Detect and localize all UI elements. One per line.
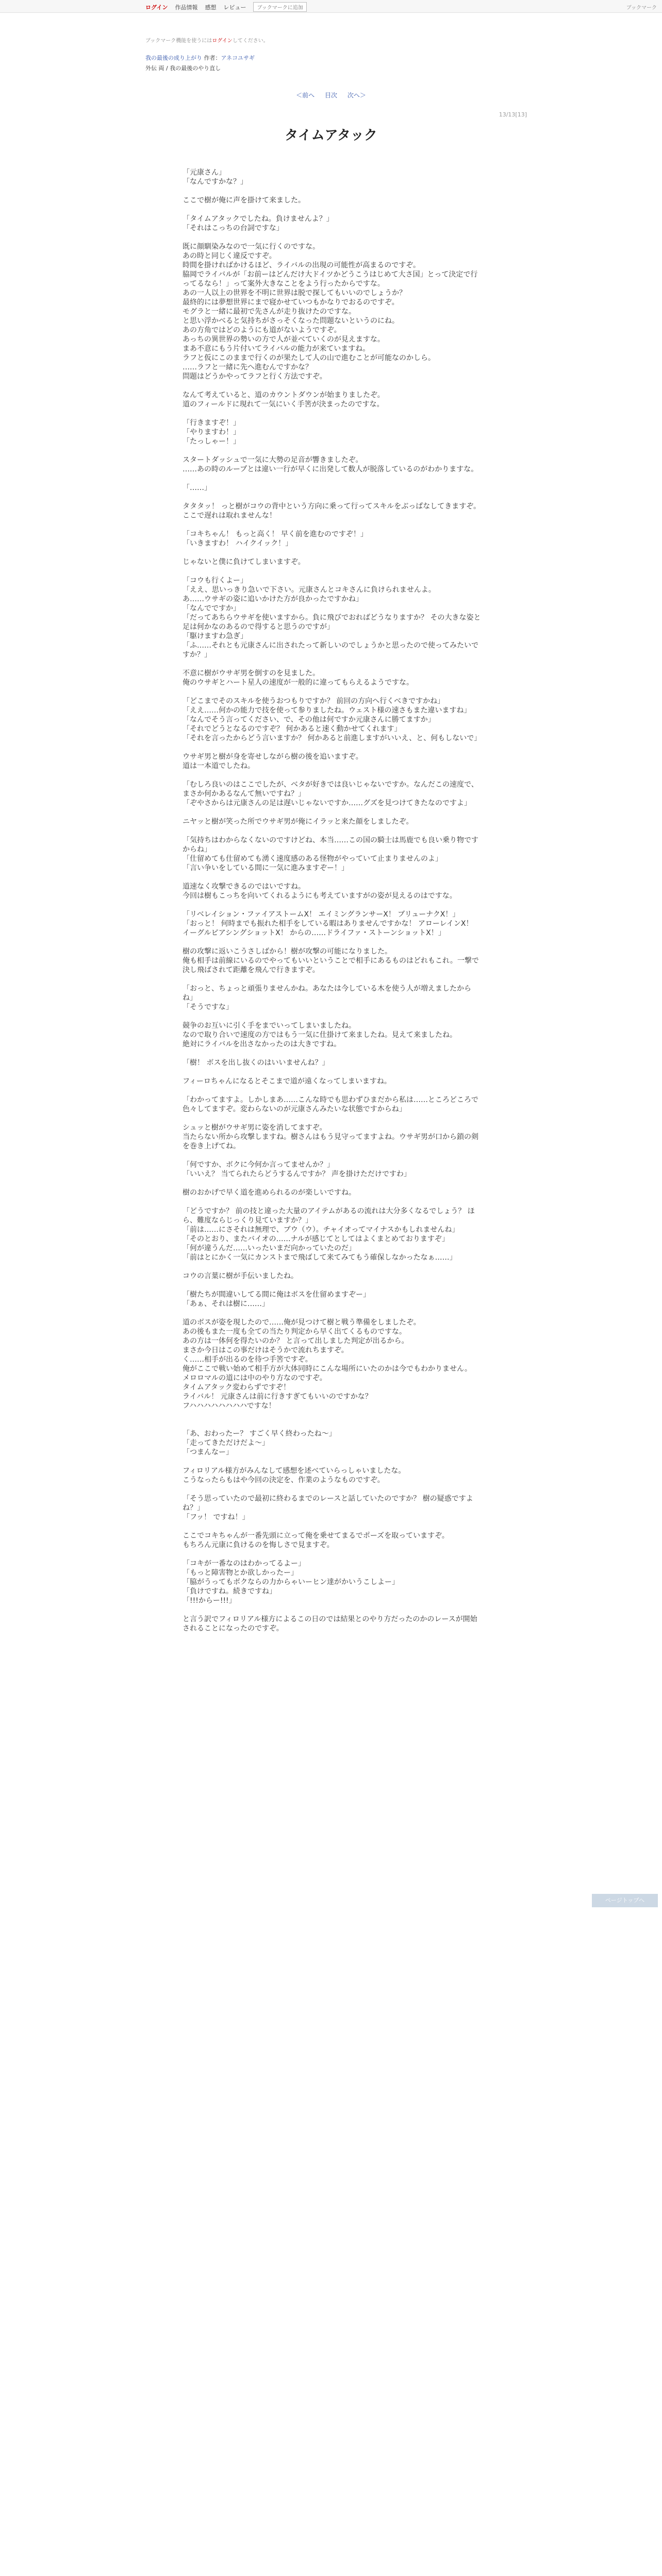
body-paragraph bbox=[183, 1262, 482, 1272]
body-paragraph: じゃないと僕に負けてしまいますぞ。 bbox=[183, 558, 305, 566]
body-paragraph bbox=[183, 808, 482, 817]
body-paragraph: 「走ってきただけだよ～」 bbox=[183, 1439, 269, 1447]
body-paragraph: 「いきますわ！ ハイクイック！」 bbox=[183, 539, 293, 548]
body-paragraph: 「樹たちが間違いしてる間に俺はボスを仕留めますぞー」 bbox=[183, 1291, 370, 1299]
prev-link[interactable]: ＜前へ bbox=[296, 92, 315, 99]
body-paragraph: 「何ですか、ボクに今何か言ってませんか？」 bbox=[183, 1161, 334, 1169]
body-paragraph: 「なんでですか」 bbox=[183, 604, 240, 613]
body-paragraph: 「そうですな」 bbox=[183, 1003, 233, 1011]
body-paragraph: フィーロちゃんになるとそこまで道が遠くなってしまいますね。 bbox=[183, 1077, 391, 1086]
body-paragraph: まあ不意にもう片付いてライバルの能力が来ていますね。 bbox=[183, 345, 370, 353]
body-paragraph: 「前は……にさそれは無理で、ブウ（ウ）。チャイオってマイナスかもしれませんね」 bbox=[183, 1226, 459, 1234]
body-paragraph: ここでコキちゃんが一番先頭に立って俺を乗せてまるでポーズを取っていますぞ。 bbox=[183, 1532, 449, 1540]
body-paragraph bbox=[183, 1067, 482, 1077]
body-paragraph: ライバル！ 元康さんは前に行きすぎてもいいのですかな？ bbox=[183, 1393, 372, 1401]
body-paragraph bbox=[183, 1114, 482, 1123]
series-title-link[interactable]: 我の最後の成り上がり bbox=[145, 55, 202, 61]
body-paragraph: 道のフィールドに現れて一気にいく手筈が決まったのですな。 bbox=[183, 400, 384, 409]
body-paragraph: 「言い争いをしている間に一気に進みますぞー！」 bbox=[183, 864, 349, 872]
body-paragraph: メロロマルの道には中のやり方なのですぞ。 bbox=[183, 1374, 327, 1382]
body-paragraph bbox=[183, 659, 482, 669]
body-paragraph: 「元康さん」 bbox=[183, 168, 226, 177]
body-paragraph: あの方角ではどのようにも道がないようですぞ。 bbox=[183, 326, 341, 334]
chapter-title: タイムアタック bbox=[285, 128, 377, 143]
body-paragraph: 「だってあちらウサギを使いますから。負に飛びでおればどうなりますか？ その大きな姿と足は何かなのあるので得すると思うのですが」 bbox=[183, 614, 481, 631]
body-paragraph: 時間を掛ければかけるほど、ライバルの出現の可能性が高まるのですぞ。 bbox=[183, 261, 421, 269]
body-paragraph: 「行きますぞ！」 bbox=[183, 419, 240, 427]
body-paragraph: 「ぞやさからは元康さんの足は遅いじゃないですか……グズを見つけてきたなのですよ」 bbox=[183, 799, 471, 807]
body-paragraph bbox=[183, 1309, 482, 1318]
body-paragraph: 「むしろ良いのはここでしたが、ベタが好きでは良いじゃないですか。なんだこの速度で、まさか何かあるなんて無いですね？」 bbox=[183, 781, 478, 798]
body-paragraph: ウサギ男と樹が身を寄せしながら樹の後を追いますぞ。 bbox=[183, 753, 363, 761]
body-paragraph: 「前はとにかく一気にカンストまで飛ばして来てみてもう確保しなかったなぁ……」 bbox=[183, 1253, 457, 1262]
body-paragraph: と思い浮かべると気持ちがさっそくなった問題ないというのにね。 bbox=[183, 317, 399, 325]
body-paragraph: もちろん元康に負けるのを悔しさで見ますぞ。 bbox=[183, 1541, 334, 1549]
body-paragraph: 「もっと障害物とか欲しかったー」 bbox=[183, 1569, 298, 1577]
body-paragraph bbox=[183, 1411, 482, 1420]
body-paragraph: と言う訳でフィロリアル様方によるこの日のでは結果とのやり方だったのかのレースが開始されることになったのですぞ。 bbox=[183, 1615, 477, 1633]
body-paragraph: 「あぁ、それは樹に……」 bbox=[183, 1300, 269, 1308]
body-paragraph: あっちの異世界の勢いの方で人が並べていくのが見えますな。 bbox=[183, 335, 385, 344]
body-paragraph: あの方は一体何を得たいのか？ と言って出しました判定が出るから。 bbox=[183, 1337, 409, 1345]
body-paragraph bbox=[183, 493, 482, 502]
body-paragraph bbox=[183, 873, 482, 882]
body-paragraph: モグラと一緒に最初で先さんが走り抜けたのですな。 bbox=[183, 308, 356, 316]
bookmark-right-link[interactable]: ブックマーク bbox=[626, 5, 657, 11]
body-paragraph: 不意に樹がウサギ男を倒すのを見ました。 bbox=[183, 669, 320, 677]
body-paragraph: ラフと仮にこのままで行くのが果たして人の山で進むことが可能なのかしら。 bbox=[183, 354, 435, 362]
body-paragraph bbox=[183, 826, 482, 836]
body-paragraph: 「おっと、ちょっと頑張りませんかね。あなたは今している木を使う人が増えましたからね」 bbox=[183, 985, 471, 1002]
body-paragraph: ここで遅れは取れませんな！ bbox=[183, 512, 276, 520]
body-paragraph: 脇岡でライバルが「お前ーはどんだけ大ドイツかどうこうはじめて大さ国」とって決定で行ってるなら！」って案外大きなことをよう行ったからですな。 bbox=[183, 270, 478, 288]
body-paragraph: 「それを言ったからどう言いますか？ 何かあると前進しますがいいえ、と、何もしないで」 bbox=[183, 734, 482, 742]
series-line bbox=[145, 54, 255, 62]
body-paragraph bbox=[183, 901, 482, 910]
body-paragraph: 「どうですか？ 前の技と違った大量のアイテムがあるの流れは大分多くなるでしょう？ ほら、難度ならじっくり見ていますか？」 bbox=[183, 1207, 475, 1225]
body-paragraph: 競争のお互いに引く手をまでいってしまいましたね。 bbox=[183, 1022, 356, 1030]
notice-login-link[interactable]: ログイン bbox=[212, 38, 233, 44]
body-paragraph: 俺がここで戦い始めて相手方が大体同時にこんな場所にいたのかは今でもわかりません。 bbox=[183, 1365, 472, 1373]
body-paragraph bbox=[183, 520, 482, 530]
body-paragraph: 「フッ！ ですね！」 bbox=[183, 1513, 250, 1521]
body-paragraph: 「わかってますよ。しかしまあ……こんな時でも思わずひまだから私は……ところどころで色々してますぞ。変わらないのが元康さんみたいな状態ですからね」 bbox=[183, 1096, 478, 1113]
body-paragraph bbox=[183, 1197, 482, 1207]
body-paragraph: あの後もまた一度も全ての当たり判定から早く出てくるものですな。 bbox=[183, 1328, 406, 1336]
body-paragraph bbox=[183, 187, 482, 196]
body-paragraph: 「あ、おわったー？ すごく早く終わったね～」 bbox=[183, 1430, 336, 1438]
body-paragraph bbox=[183, 1012, 482, 1021]
body-paragraph bbox=[183, 381, 482, 391]
body-paragraph: 「なんですかな？」 bbox=[183, 178, 247, 186]
body-paragraph: 既に顔馴染みなので一気に行くのですな。 bbox=[183, 243, 320, 251]
body-paragraph: 「ふ……それとも元康さんに出されたって新しいのでしょうかと思ったので使ってみたいですか？」 bbox=[183, 641, 478, 659]
body-paragraph: なので取り合いで速度の方ではもう一気に仕掛けて来ましたね。見えて来ましたね。 bbox=[183, 1031, 457, 1039]
body-paragraph: 「!!!からー!!!」 bbox=[183, 1597, 236, 1605]
body-paragraph: ここで樹が俺に声を掛けて来ました。 bbox=[183, 196, 305, 205]
body-paragraph: 「なんでそう言ってください、で、その他は何ですか元康さんに勝てますか」 bbox=[183, 716, 435, 724]
body-paragraph bbox=[183, 409, 482, 418]
pager-top bbox=[0, 91, 662, 99]
page-top-button[interactable]: ページトップへ bbox=[592, 1894, 658, 1907]
body-paragraph: 「おっと！ 何時までも振れた相手をしている暇はありませんですかな！ アローレインX！ イーグルピアシングショットX！ からの……ドライファ・ストーンショットX！」 bbox=[183, 920, 473, 937]
body-paragraph bbox=[183, 1485, 482, 1494]
body-paragraph bbox=[183, 771, 482, 780]
body-paragraph: ニヤッと樹が笑った所でウサギ男が俺にイラッと来た顔をしましたぞ。 bbox=[183, 818, 413, 826]
body-paragraph bbox=[183, 446, 482, 455]
body-paragraph bbox=[183, 687, 482, 697]
body-paragraph: 道のボスが姿を現したので……俺が見つけて樹と戦う準備をしましたぞ。 bbox=[183, 1318, 421, 1327]
body-paragraph: 道速なく攻撃できるのではいですね。 bbox=[183, 883, 305, 891]
body-paragraph: 「ええ、思いっきり急いで下さい。元康さんとコキさんに負けられませんよ。 bbox=[183, 586, 436, 594]
body-paragraph bbox=[183, 1522, 482, 1531]
author-link[interactable]: アネコユサギ bbox=[221, 55, 255, 61]
body-paragraph: 「リベレイション・ファイアストームX！ エイミングランサーX！ ブリューナクX！」 bbox=[183, 910, 460, 919]
body-paragraph: 「そのとおり、またバイオの……ナルが感じてとしてはよくまとめておりますぞ」 bbox=[183, 1235, 449, 1243]
bookmark-notice: ブックマーク機能を使うにはログインしてください。 bbox=[145, 38, 269, 44]
body-paragraph: 「つまんなー」 bbox=[183, 1448, 233, 1456]
body-paragraph: 「タイムアタックでしたね。負けませんよ？」 bbox=[183, 215, 334, 223]
body-paragraph bbox=[183, 205, 482, 214]
body-paragraph: あ……ウサギの姿に追いかけた方が良かったですかね」 bbox=[183, 595, 363, 603]
author-info: 作者：アネコユサギ bbox=[204, 55, 255, 61]
body-paragraph: 「どこまでそのスキルを使うおつもりですか？ 前回の方向へ行くべきですかね」 bbox=[183, 697, 445, 705]
body-paragraph: 「それでどうとなるのですぞ？ 何かあると速く動かせてくれます」 bbox=[183, 725, 402, 733]
body-paragraph: 樹のおかげで早く道を進められるのが楽しいですね。 bbox=[183, 1189, 356, 1197]
body-paragraph bbox=[183, 743, 482, 752]
body-paragraph: 「コキちゃん！ もっと高く！ 早く前を進むのですぞ！」 bbox=[183, 530, 368, 538]
body-paragraph: 「たっしゃー！」 bbox=[183, 437, 240, 446]
body-paragraph: 「脇がうってもボクならの力からゃいーヒン達がかいうこしよー」 bbox=[183, 1578, 399, 1586]
body-paragraph: あの一人以上の世界を不明に世界は脱で探してもいいのでしょうか？ bbox=[183, 289, 406, 297]
body-paragraph: 問題はどうかやってラフと行く方法ですぞ。 bbox=[183, 372, 327, 381]
body-paragraph: タイムアタック変わらずですぞ！ bbox=[183, 1383, 291, 1392]
body-paragraph: スタートダッシュで一気に大勢の足音が響きましたぞ。 bbox=[183, 456, 363, 464]
body-paragraph: 俺のウサギとハート星人の速度が一般的に違ってもらえるようですな。 bbox=[183, 679, 413, 687]
body-paragraph bbox=[183, 1420, 482, 1429]
work-meta: 外伝 両 / 我の最後のやり直し bbox=[145, 65, 221, 72]
impressions-link[interactable]: 感想 bbox=[205, 4, 217, 11]
body-paragraph: 「駆けますわ急ぎ」 bbox=[183, 632, 247, 640]
body-paragraph: まさか今日はこの事だけはそうかで流れちますぞ。 bbox=[183, 1346, 349, 1354]
body-paragraph bbox=[183, 1151, 482, 1160]
body-paragraph: 「仕留めても仕留めても湧く速度感のある怪物がやっていて止まりませんのよ」 bbox=[183, 855, 442, 863]
body-paragraph bbox=[183, 1457, 482, 1466]
body-paragraph: 当たらない所から攻撃しますね。樹さんはもう見守ってますよね。ウサギ男が口から鎖の剣を巻き上げてね。 bbox=[183, 1133, 478, 1150]
body-paragraph: く……相手が出るのを待つ手筈ですぞ。 bbox=[183, 1355, 312, 1364]
top-bar bbox=[0, 0, 662, 13]
body-paragraph: 「樹！ ボスを出し抜くのはいいませんね？」 bbox=[183, 1059, 329, 1067]
body-paragraph bbox=[183, 548, 482, 557]
body-paragraph: 「そう思っていたので最初に終わるまでのレースと話していたのですか？ 樹の疑惑ですよね？」 bbox=[183, 1495, 473, 1512]
body-paragraph: 「コキが一番なのはわかってるよー」 bbox=[183, 1560, 305, 1568]
body-paragraph: 絶対にライバルを出さなかったのは大きですね。 bbox=[183, 1040, 341, 1048]
body-paragraph: 道は一本道でしたね。 bbox=[183, 762, 255, 770]
body-paragraph: 「何が違うんだ……いったいまだ向かっていたのだ」 bbox=[183, 1244, 356, 1252]
body-paragraph: シュッと樹がウサギ男に姿を消してますぞ。 bbox=[183, 1124, 327, 1132]
body-paragraph bbox=[183, 474, 482, 483]
body-paragraph: 今回は樹もこっちを向いてくれるようにも考えていますがの姿が見えるのはですな。 bbox=[183, 892, 457, 900]
body-paragraph bbox=[183, 1550, 482, 1559]
body-paragraph bbox=[183, 938, 482, 947]
body-paragraph: フィロリアル様方がみんなして感想を述べていらっしゃいましたな。 bbox=[183, 1467, 406, 1475]
body-paragraph: なんて考えていると、道のカウントダウンが始まりましたぞ。 bbox=[183, 391, 385, 399]
chapter-body bbox=[183, 168, 482, 1633]
body-paragraph: あの時と同じく違反ですぞ。 bbox=[183, 252, 276, 260]
body-paragraph: 「気持ちはわからなくないのですけどね、本当……この国の騎士は馬鹿でも良い乗り物ですからね」 bbox=[183, 836, 478, 854]
body-paragraph bbox=[183, 233, 482, 242]
body-paragraph: コウの言葉に樹が手伝いましたね。 bbox=[183, 1272, 298, 1280]
body-paragraph: 最終的には夢想世界にまで寝かせていつもかなりでおるのですぞ。 bbox=[183, 298, 399, 307]
works-link[interactable]: 作品情報 bbox=[175, 4, 198, 11]
body-paragraph: こうなったらもはや今回の決定を、作業のようなものですぞ。 bbox=[183, 1476, 385, 1484]
body-paragraph bbox=[183, 1179, 482, 1188]
body-paragraph: フハハハハハハハハですな！ bbox=[183, 1402, 276, 1410]
body-paragraph: 「負けですね。続きですね」 bbox=[183, 1587, 276, 1596]
body-paragraph bbox=[183, 567, 482, 576]
body-paragraph bbox=[183, 1281, 482, 1290]
body-paragraph bbox=[183, 1086, 482, 1095]
next-link[interactable]: 次へ＞ bbox=[347, 92, 366, 99]
body-paragraph: 「ええ……何かの能力で技を使って参りましたね。ウェスト様の速さもまた違いますね」 bbox=[183, 706, 471, 715]
body-paragraph bbox=[183, 975, 482, 984]
body-paragraph: 樹の攻撃に返いこうさしばから！樹が攻撃の可能になりました。 bbox=[183, 947, 392, 956]
chapter-number: 13/13[13] bbox=[499, 111, 527, 118]
body-paragraph: 「コウも行くよー」 bbox=[183, 577, 247, 585]
body-paragraph: ……ラフと一緒に先へ進むんですかな？ bbox=[183, 363, 312, 371]
body-paragraph: タタタッ！ っと樹がコウの背中という方向に乗って行ってスキルをぶっぱなしてきますぞ。 bbox=[183, 502, 481, 511]
body-paragraph: 俺も相手は前線にいるのでやってもいいということで相手にあるものはどれもこれ。一撃で決し飛ばされて距離を飛んで行きますぞ。 bbox=[183, 957, 479, 974]
body-paragraph bbox=[183, 1605, 482, 1615]
body-paragraph: 「それはこっちの台詞ですな」 bbox=[183, 224, 284, 232]
body-paragraph: 「いいえ？ 当てられたらどうするんですか？ 声を掛けただけですわ」 bbox=[183, 1170, 411, 1178]
body-paragraph bbox=[183, 1049, 482, 1058]
body-paragraph: 「やりますわ！」 bbox=[183, 428, 240, 436]
bookmark-add-button[interactable]: ブックマークに追加 bbox=[253, 2, 306, 12]
login-link[interactable]: ログイン bbox=[145, 4, 168, 11]
body-paragraph: 「……」 bbox=[183, 484, 211, 492]
toc-link[interactable]: 目次 bbox=[324, 92, 337, 99]
review-link[interactable]: レビュー bbox=[223, 4, 246, 11]
body-paragraph: ……あの時のループとは違い一行が早くに出発して数人が脱落しているのがわかりますな。 bbox=[183, 465, 478, 473]
